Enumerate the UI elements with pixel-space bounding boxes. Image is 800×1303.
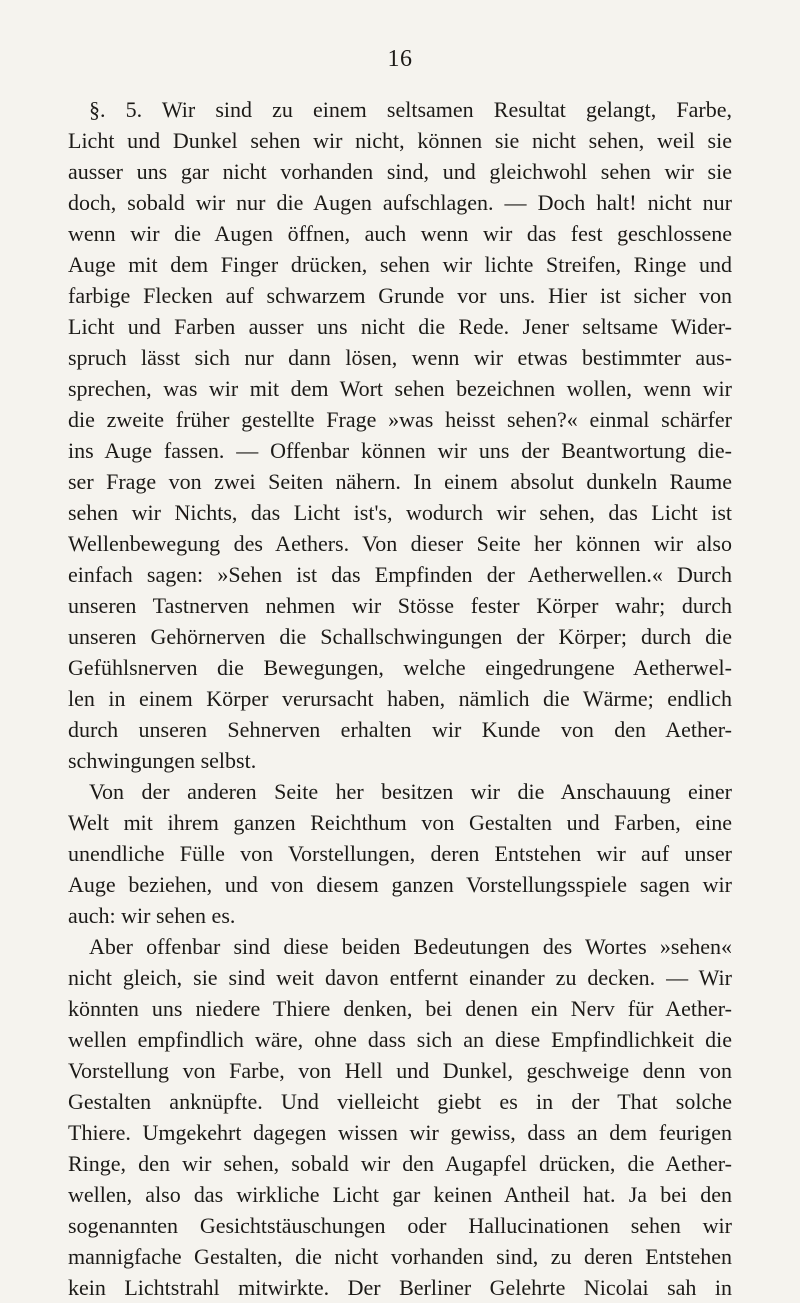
text-line: ausser uns gar nicht vorhanden sind, und gleichwohl sehen wir sie <box>68 159 732 184</box>
text-line: Thiere. Umgekehrt dagegen wissen wir gewiss, dass an dem feurigen <box>68 1120 732 1145</box>
body-text <box>68 94 732 1303</box>
text-line: Auge beziehen, und von diesem ganzen Vorstellungsspiele sagen wir <box>68 872 732 897</box>
text-line: könnten uns niedere Thiere denken, bei denen ein Nerv für Aether- <box>68 996 732 1021</box>
text-line: ins Auge fassen. — Offenbar können wir uns der Beantwortung die- <box>68 438 732 463</box>
text-line: unseren Gehörnerven die Schallschwingungen der Körper; durch die <box>68 624 732 649</box>
text-line: Wellenbewegung des Aethers. Von dieser Seite her können wir also <box>68 531 732 556</box>
text-line: sehen wir Nichts, das Licht ist's, wodurch wir sehen, das Licht ist <box>68 500 732 525</box>
text-line: schwingungen selbst. <box>68 748 257 773</box>
text-line: Gestalten anknüpfte. Und vielleicht giebt es in der That solche <box>68 1089 732 1114</box>
text-line: Gefühlsnerven die Bewegungen, welche eingedrungene Aetherwel- <box>68 655 732 680</box>
text-line: Licht und Farben ausser uns nicht die Rede. Jener seltsame Wider- <box>68 314 732 339</box>
text-line: len in einem Körper verursacht haben, nämlich die Wärme; endlich <box>68 686 732 711</box>
text-line: sogenannten Gesichtstäuschungen oder Hallucinationen sehen wir <box>68 1213 732 1238</box>
text-line: kein Lichtstrahl mitwirkte. Der Berliner Gelehrte Nicolai sah in <box>68 1275 732 1300</box>
text-line: mannigfache Gestalten, die nicht vorhanden sind, zu deren Entstehen <box>68 1244 732 1269</box>
text-line: die zweite früher gestellte Frage »was heisst sehen?« einmal schärfer <box>68 407 732 432</box>
text-line: Aber offenbar sind diese beiden Bedeutungen des Wortes »sehen« <box>89 934 732 959</box>
text-line: wellen empfindlich wäre, ohne dass sich an diese Empfindlichkeit die <box>68 1027 732 1052</box>
text-line: doch, sobald wir nur die Augen aufschlagen. — Doch halt! nicht nur <box>68 190 732 215</box>
text-line: nicht gleich, sie sind weit davon entfernt einander zu decken. — Wir <box>68 965 732 990</box>
text-line: Ringe, den wir sehen, sobald wir den Augapfel drücken, die Aether- <box>68 1151 732 1176</box>
text-line: farbige Flecken auf schwarzem Grunde vor uns. Hier ist sicher von <box>68 283 732 308</box>
text-line: unendliche Fülle von Vorstellungen, deren Entstehen wir auf unser <box>68 841 732 866</box>
text-line: durch unseren Sehnerven erhalten wir Kunde von den Aether- <box>68 717 732 742</box>
text-line: einfach sagen: »Sehen ist das Empfinden der Aetherwellen.« Durch <box>68 562 732 587</box>
text-line: §. 5. Wir sind zu einem seltsamen Resultat gelangt, Farbe, <box>89 97 732 122</box>
paragraph-2 <box>68 776 732 931</box>
text-line: spruch lässt sich nur dann lösen, wenn wir etwas bestimmter aus- <box>68 345 732 370</box>
text-line: Von der anderen Seite her besitzen wir die Anschauung einer <box>89 779 732 804</box>
text-line: wenn wir die Augen öffnen, auch wenn wir das fest geschlossene <box>68 221 732 246</box>
text-line: unseren Tastnerven nehmen wir Stösse fester Körper wahr; durch <box>68 593 732 618</box>
text-line: sprechen, was wir mit dem Wort sehen bezeichnen wollen, wenn wir <box>68 376 732 401</box>
text-line: Auge mit dem Finger drücken, sehen wir lichte Streifen, Ringe und <box>68 252 732 277</box>
paragraph-3 <box>68 931 732 1303</box>
page-number: 16 <box>387 46 413 72</box>
text-line: Vorstellung von Farbe, von Hell und Dunkel, geschweige denn von <box>68 1058 732 1083</box>
text-line: Welt mit ihrem ganzen Reichthum von Gestalten und Farben, eine <box>68 810 732 835</box>
text-line: ser Frage von zwei Seiten nähern. In einem absolut dunkeln Raume <box>68 469 732 494</box>
text-line: auch: wir sehen es. <box>68 903 236 928</box>
paragraph-1 <box>68 94 732 776</box>
text-line: Licht und Dunkel sehen wir nicht, können sie nicht sehen, weil sie <box>68 128 732 153</box>
text-line: wellen, also das wirkliche Licht gar keinen Antheil hat. Ja bei den <box>68 1182 732 1207</box>
